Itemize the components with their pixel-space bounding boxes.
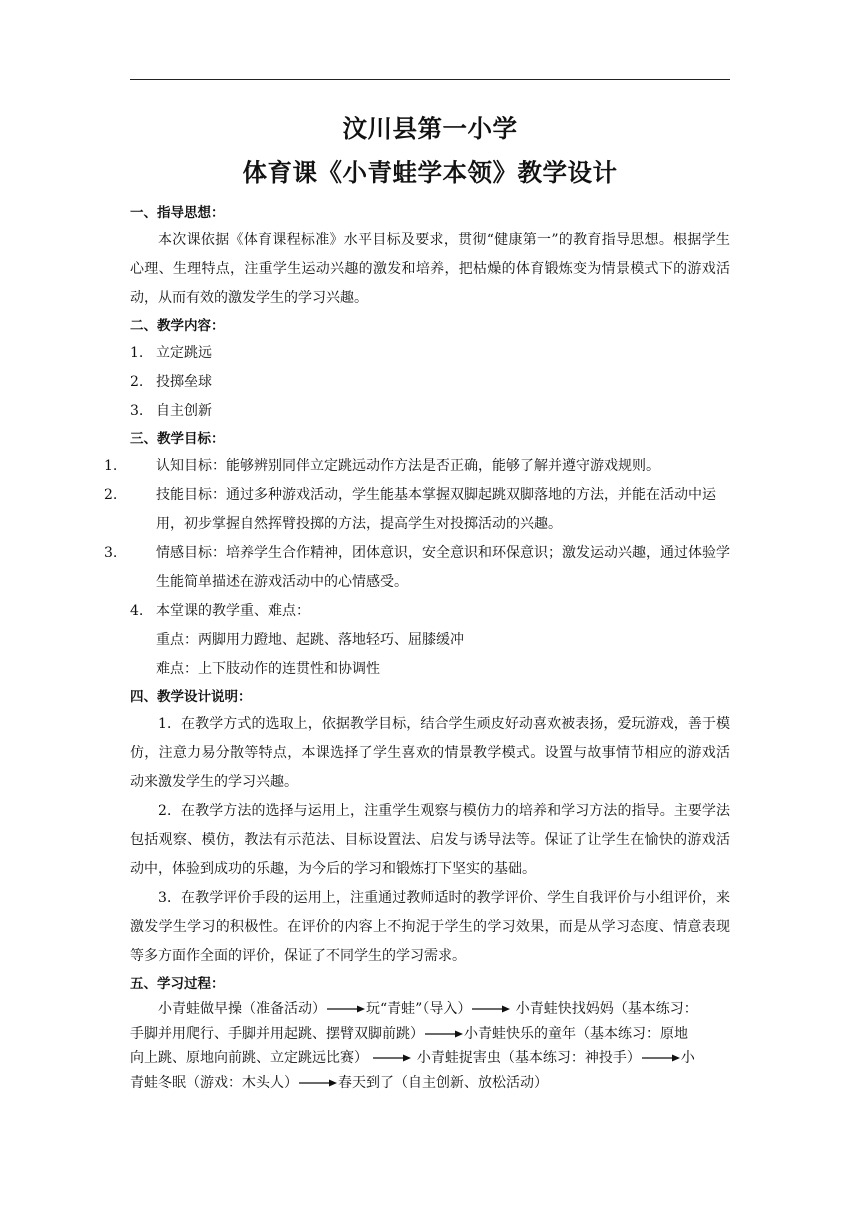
process-line: 手脚并用爬行、手脚并用起跳、摆臂双脚前跳） 小青蛙快乐的童年（基本练习：原地 [130,1025,688,1042]
arrow-right-icon [472,1004,510,1014]
design-note-paragraph: 1．在教学方式的选取上，依据教学目标，结合学生顽皮好动喜欢被表扬，爱玩游戏，善于模仿，注意力易分散等特点，本课选择了学生喜欢的情景教学模式。设置与故事情节相应的游戏活动来激发学生的学习兴趣。 [130,716,730,790]
section-heading-objectives: 三、教学目标： [130,431,225,447]
header-rule [130,79,730,80]
list-item: 3. 自主创新 [130,403,212,419]
section-heading-content: 二、教学内容： [130,318,225,334]
list-item: 4. 本堂课的教学重、难点： [130,603,310,619]
section-heading-guiding-idea: 一、指导思想： [130,205,225,221]
arrow-right-icon [642,1053,680,1063]
list-item: 2. 技能目标：通过多种游戏活动，学生能基本掌握双脚起跳双脚落地的方法，并能在活动中运用，初步掌握自然挥臂投掷的方法，提高学生对投掷活动的兴趣。 [104,487,716,532]
section-heading-design-notes: 四、教学设计说明： [130,689,252,705]
process-line: 青蛙冬眠（游戏：木头人） 春天到了（自主创新、放松活动） [130,1074,548,1091]
design-note-paragraph: 2．在教学方法的选择与运用上，注重学生观察与模仿力的培养和学习方法的指导。主要学法包括观察、模仿，教法有示范法、目标设置法、启发与诱导法等。保证了让学生在愉快的游戏活动中，体验到成功的乐趣，为今后的学习和锻炼打下坚实的基础。 [130,803,730,877]
list-item: 2. 投掷垒球 [130,374,212,390]
guiding-idea-paragraph: 本次课依据《体育课程标准》水平目标及要求，贯彻“健康第一”的教育指导思想。根据学生心理、生理特点，注重学生运动兴趣的激发和培养，把枯燥的体育锻炼变为情景模式下的游戏活动，从而有效的激发学生的学习兴趣。 [130,232,730,306]
list-item: 3. 情感目标：培养学生合作精神，团体意识，安全意识和环保意识；激发运动兴趣，通过体验学生能简单描述在游戏活动中的心情感受。 [104,545,730,590]
difficulty-point: 难点：上下肢动作的连贯性和协调性 [156,661,380,677]
lesson-title: 体育课《小青蛙学本领》教学设计 [242,158,618,187]
section-heading-process: 五、学习过程： [130,976,225,992]
list-item: 1. 认知目标：能够辨别同伴立定跳远动作方法是否正确，能够了解并遵守游戏规则。 [104,458,660,474]
arrow-right-icon [327,1004,365,1014]
document-body [104,200,730,1095]
arrow-right-icon [425,1029,463,1039]
arrow-right-icon [373,1053,411,1063]
design-note-paragraph: 3．在教学评价手段的运用上，注重通过教师适时的教学评价、学生自我评价与小组评价，来激发学生学习的积极性。在评价的内容上不拘泥于学生的学习效果，而是从学习态度、情意表现等多方面作全面的评价，保证了不同学生的学习需求。 [130,890,730,964]
list-item: 1. 立定跳远 [130,345,212,361]
arrow-right-icon [299,1078,337,1088]
process-line: 向上跳、原地向前跳、立定跳远比赛） 小青蛙捉害虫（基本练习：神投手） 小 [130,1050,695,1066]
school-title: 汶川县第一小学 [342,114,518,143]
process-line: 小青蛙做早操（准备活动） 玩“青蛙”（导入） 小青蛙快找妈妈（基本练习： [158,1001,698,1017]
key-point: 重点：两脚用力蹬地、起跳、落地轻巧、屈膝缓冲 [156,632,464,648]
